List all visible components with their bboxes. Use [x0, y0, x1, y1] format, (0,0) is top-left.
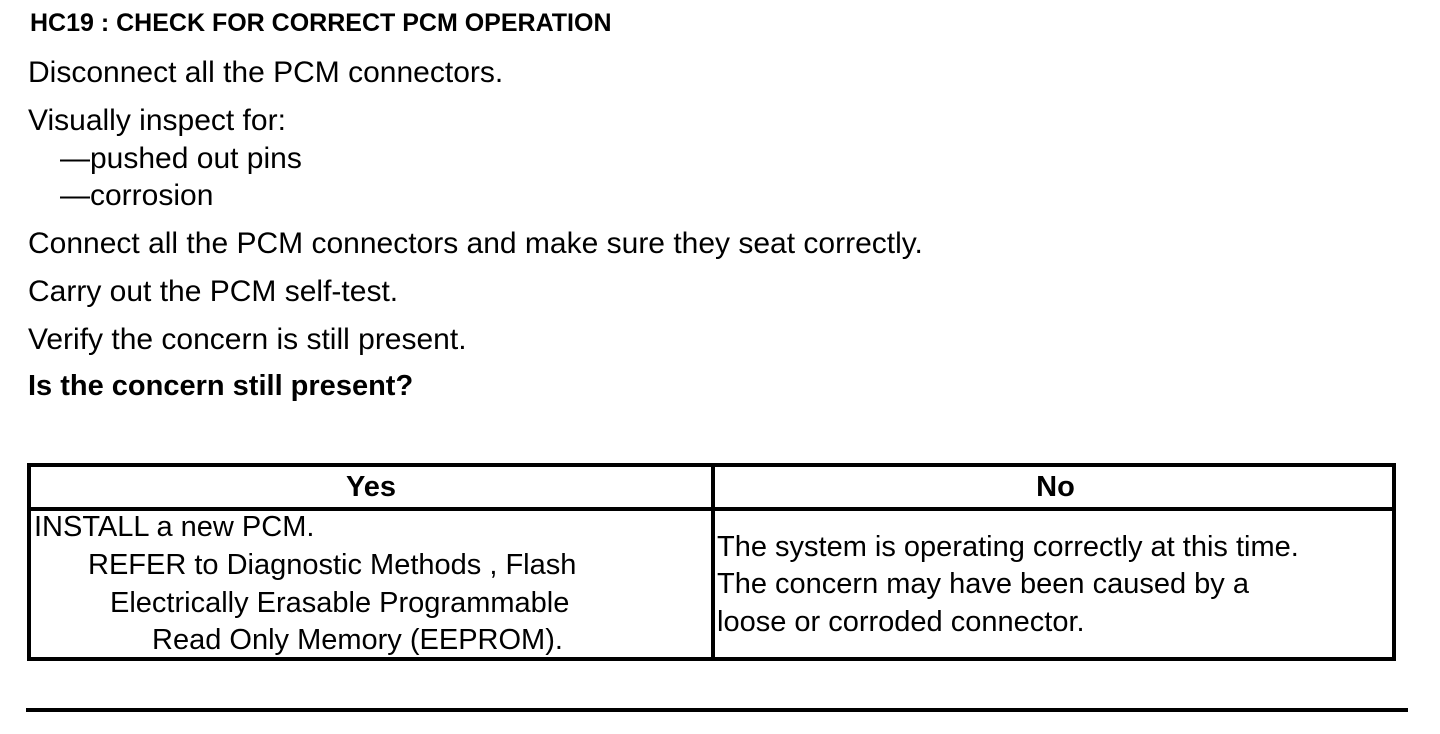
no-line: loose or corroded connector. — [717, 606, 1085, 638]
step-inspect: Visually inspect for: — [28, 104, 286, 137]
yes-line: Electrically Erasable Programmable — [110, 587, 570, 619]
step-disconnect: Disconnect all the PCM connectors. — [28, 56, 504, 89]
header-yes: Yes — [346, 471, 396, 503]
yes-line: REFER to Diagnostic Methods , Flash — [88, 549, 577, 581]
inspect-item-corrosion: —corrosion — [60, 179, 214, 212]
step-verify: Verify the concern is still present. — [28, 323, 467, 356]
page-title: HC19 : CHECK FOR CORRECT PCM OPERATION — [30, 9, 612, 37]
decision-table — [27, 463, 1396, 661]
header-no: No — [1036, 471, 1075, 503]
bottom-rule — [26, 708, 1408, 712]
step-selftest: Carry out the PCM self-test. — [28, 275, 399, 308]
yes-line: Read Only Memory (EEPROM). — [152, 624, 563, 656]
inspect-item-pins: —pushed out pins — [60, 142, 302, 175]
no-line: The concern may have been caused by a — [717, 568, 1249, 600]
yes-line: INSTALL a new PCM. — [34, 511, 315, 543]
no-line: The system is operating correctly at this time. — [717, 531, 1299, 563]
step-connect: Connect all the PCM connectors and make sure they seat correctly. — [28, 227, 923, 260]
question: Is the concern still present? — [28, 370, 414, 402]
